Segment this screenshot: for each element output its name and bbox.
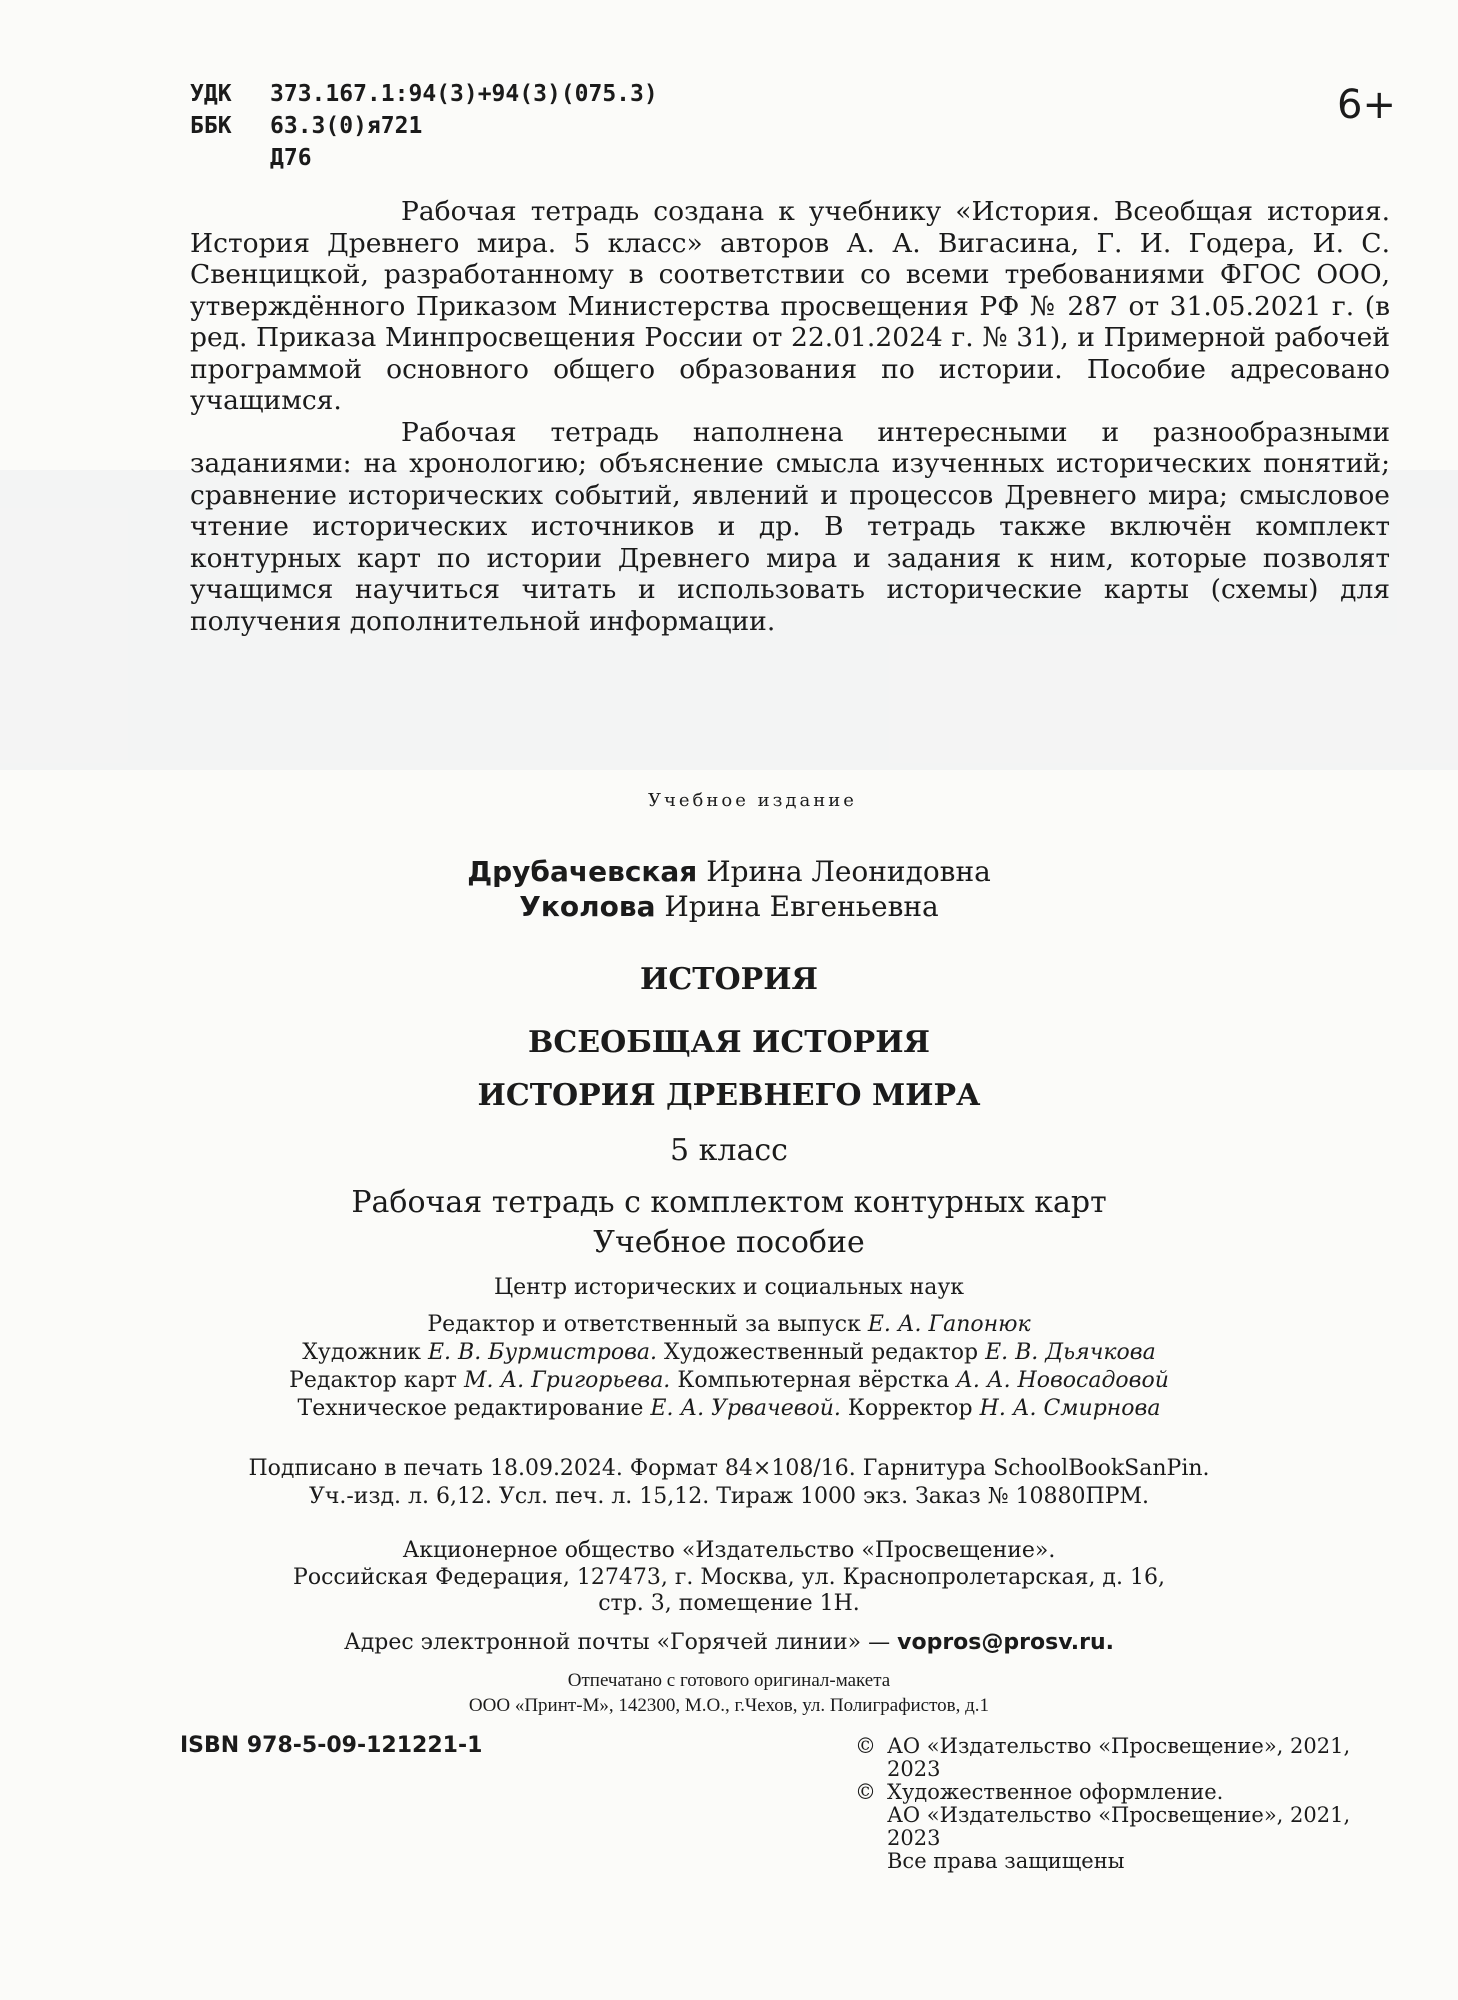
copyright-2-line-3: 2023 [887, 1826, 941, 1850]
author-1-name: Ирина Леонидовна [706, 855, 991, 888]
age-rating: 6+ [1337, 82, 1396, 128]
author-mark: Д76 [270, 145, 312, 171]
publisher-line-2: Российская Федерация, 127473, г. Москва, ул. Краснопролетарская, д. 16, [293, 1565, 1165, 1590]
udk-label: УДК [190, 81, 232, 107]
print-info-2: Уч.-изд. л. 6,12. Усл. печ. л. 15,12. Тираж 1000 экз. Заказ № 10880ПРМ. [308, 1484, 1150, 1509]
email-label: Адрес электронной почты «Горячей линии» — [344, 1630, 891, 1655]
tech-name: Е. А. Урвачевой. [650, 1396, 841, 1421]
bbk-label: ББК [190, 113, 232, 139]
copyright-1-line-2: 2023 [887, 1757, 941, 1781]
credit-map-editor [0, 1368, 1458, 1393]
author-2-surname: Уколова [519, 890, 656, 923]
annotation [190, 196, 1390, 637]
center-name: Центр исторических и социальных наук [493, 1275, 965, 1300]
editor-name: Е. А. Гапонюк [867, 1312, 1031, 1337]
proof-name: Н. А. Смирнова [979, 1396, 1161, 1421]
publisher-line-3: стр. 3, помещение 1Н. [598, 1591, 860, 1616]
annotation-paragraph-1: Рабочая тетрадь создана к учебнику «История. Всеобщая история. История Древнего мира. 5 класс» авторов А. А. Вигасина, Г. И. Годера, И. С. Свенцицкой, разработанному в соответствии со всеми требованиями ФГОС ООО, утверждённого Приказом Министерства просвещения РФ № 287 от 31.05.2021 г. (в ред. Приказа Минпросвещения России от 22.01.2024 г. № 31), и Примерной рабочей программой основного общего образования по истории. Пособие адресовано учащимся. [190, 196, 1390, 416]
bbk-value: 63.3(0)я721 [270, 113, 423, 139]
tech-label: Техническое редактирование [297, 1396, 644, 1421]
author-2-name: Ирина Евгеньевна [664, 890, 939, 923]
title-manual: Учебное пособие [593, 1225, 865, 1260]
artist-name: Е. В. Бурмистрова. [427, 1340, 658, 1365]
publisher-line-1: Акционерное общество «Издательство «Просвещение». [402, 1538, 1056, 1563]
email-address: vopros@prosv.ru. [897, 1630, 1114, 1655]
credit-artist [0, 1340, 1458, 1365]
printer-line-1: Отпечатано с готового оригинал-макета [567, 1670, 891, 1691]
author-2 [0, 890, 1458, 923]
hotline-email [0, 1630, 1458, 1655]
credit-editor [0, 1312, 1458, 1337]
art-editor-name: Е. В. Дьячкова [985, 1340, 1156, 1365]
all-rights-reserved: Все права защищены [887, 1849, 1125, 1873]
copyright-symbol-2: © [855, 1780, 876, 1804]
edition-type: Учебное издание [648, 790, 857, 811]
title-grade: 5 класс [670, 1133, 788, 1168]
layout-label: Компьютерная вёрстка [677, 1368, 950, 1393]
title-book-type: Рабочая тетрадь с комплектом контурных карт [351, 1185, 1107, 1220]
layout-name: А. А. Новосадовой [956, 1368, 1169, 1393]
proof-label: Корректор [847, 1396, 973, 1421]
art-editor-label: Художественный редактор [664, 1340, 979, 1365]
map-editor-name: М. А. Григорьева. [463, 1368, 671, 1393]
annotation-paragraph-2: Рабочая тетрадь наполнена интересными и разнообразными заданиями: на хронологию; объяснение смысла изученных исторических понятий; сравнение исторических событий, явлений и процессов Древнего мира; смысловое чтение исторических источников и др. В тетрадь также включён комплект контурных карт по истории Древнего мира и задания к ним, которые позволят учащимся научиться читать и использовать исторические карты (схемы) для получения дополнительной информации. [190, 416, 1390, 637]
author-1 [0, 855, 1458, 888]
title-main: ИСТОРИЯ [639, 962, 819, 997]
udk-value: 373.167.1:94(3)+94(3)(075.3) [270, 81, 658, 107]
print-info-1: Подписано в печать 18.09.2024. Формат 84×108/16. Гарнитура SchoolBookSanPin. [248, 1456, 1210, 1481]
title-sub-2: ИСТОРИЯ ДРЕВНЕГО МИРА [477, 1078, 981, 1113]
editor-label: Редактор и ответственный за выпуск [427, 1312, 861, 1337]
printer-line-2: ООО «Принт-М», 142300, М.О., г.Чехов, ул. Полиграфистов, д.1 [468, 1695, 990, 1716]
copyright-2-line-1: Художественное оформление. [887, 1780, 1224, 1804]
title-sub-1: ВСЕОБЩАЯ ИСТОРИЯ [527, 1025, 931, 1060]
copyright-1-line-1: АО «Издательство «Просвещение», 2021, [887, 1734, 1351, 1758]
author-1-surname: Друбачевская [467, 855, 698, 888]
isbn: ISBN 978-5-09-121221-1 [180, 1733, 483, 1758]
credit-tech [0, 1396, 1458, 1421]
copyright-2-line-2: АО «Издательство «Просвещение», 2021, [887, 1803, 1351, 1827]
map-editor-label: Редактор карт [289, 1368, 457, 1393]
artist-label: Художник [302, 1340, 421, 1365]
copyright-block [855, 1735, 1415, 1873]
copyright-symbol-1: © [855, 1734, 876, 1758]
classification-codes [190, 78, 658, 174]
